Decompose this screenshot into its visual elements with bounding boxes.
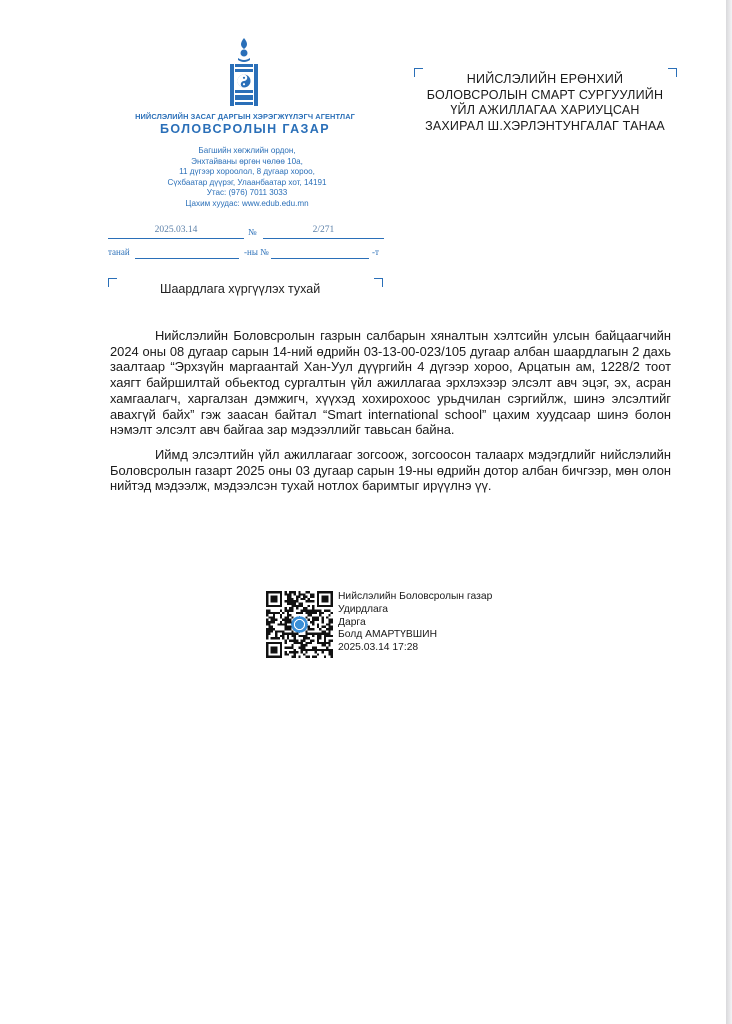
reply-no-label: -ны № [244,247,269,257]
addressee-line: ЗАХИРАЛ Ш.ХЭРЛЭНТУНГАЛАГ ТАНАА [425,118,665,133]
number-symbol: № [248,227,257,237]
reference-row [108,226,384,240]
agency-name: НИЙСЛЭЛИЙН ЗАСАГ ДАРГЫН ХЭРЭГЖҮҮЛЭГЧ АГЕНТЛАГ [135,112,355,121]
number-value: 2/271 [312,225,335,235]
reply-row [108,246,384,260]
soyombo-emblem-icon [222,36,266,108]
address-line: Энхтайваны өргөн чөлөө 10а, [191,156,303,166]
address-line: Сүхбаатар дүүрэг, Улаанбаатар хот, 14191 [167,177,327,187]
signature-block [338,591,492,655]
address-line: 11 дүгээр хороолол, 8 дугаар хороо, [179,167,315,177]
signature-position: Дарга [338,616,366,628]
addressee-line: ҮЙЛ АЖИЛЛАГАА ХАРИУЦСАН [450,103,640,117]
phone-line: Утас: (976) 7011 3033 [206,188,288,198]
qr-code-icon [266,590,333,659]
date-value: 2025.03.14 [154,225,198,235]
letter-subject: Шаардлага хүргүүлэх тухай [160,282,321,296]
department-name: БОЛОВСРОЛЫН ГАЗАР [160,122,330,136]
addressee-line: БОЛОВСРОЛЫН СМАРТ СУРГУУЛИЙН [426,87,664,102]
letter-body [110,328,671,503]
signature-datetime: 2025.03.14 17:28 [338,642,419,654]
addressee-line: НИЙСЛЭЛИЙН ЕРӨНХИЙ [466,72,624,86]
address-line: Багшийн хөгжлийн ордон, [198,146,296,155]
letterhead-address [120,146,374,210]
signature-name: Болд АМАРТҮВШИН [338,629,438,641]
website-line: Цахим хуудас: www.edub.edu.mn [185,198,309,208]
addressee-block [420,72,670,134]
reply-number-line [271,246,369,259]
reply-to-label: танай [108,247,130,257]
subject-corner-mark [374,278,383,287]
subject-corner-mark [108,278,117,287]
reply-suffix: -т [372,247,379,257]
page-edge [726,0,732,1024]
body-paragraph: Иймд элсэлтийн үйл ажиллагааг зогсоож, зогсоосон талаарх мэдэгдлийг нийслэлийн Боловсролын газарт 2025 оны 03 дугаар сарын 19-ны өдрийн дотор албан бичгээр, мөн олон нийтэд мэдээлж, мэдээлсэн тухай нотлох баримтыг ирүүлнэ үү. [110,446,671,494]
reply-date-line [135,246,239,259]
body-paragraph: Нийслэлийн Боловсролын газрын салбарын хяналтын хэлтсийн улсын байцаагчийн 2024 оны 08 дугаар сарын 14-ний өдрийн 03-13-00-023/105 дугаар албан шаардлагын 2 дахь заалтаар “Эрхзүйн маргаантай Хан-Уул дүүргийн 4 дүгээр хороо, Арцатын ам, 1228/2 тоот хаягт байршилтай обьектод сургалтын үйл ажиллагаа эрхлэхээр элсэлт авч эцэг, эх, асран хамгаалагч, харгалзан дэмжигч, хүүхэд хохирохоос урьдчилан сэргийлж, шинэ элсэлтийг авахгүй байх” гэж заасан байтал “Smart international school” цахим хуудсаар шинэ болон нэмэлт элсэлт авч байгаа зар мэдээллийг тавьсан байна. [110,328,671,438]
signature-organization: Нийслэлийн Боловсролын газар [338,591,493,602]
signature-unit: Удирдлага [338,603,388,615]
